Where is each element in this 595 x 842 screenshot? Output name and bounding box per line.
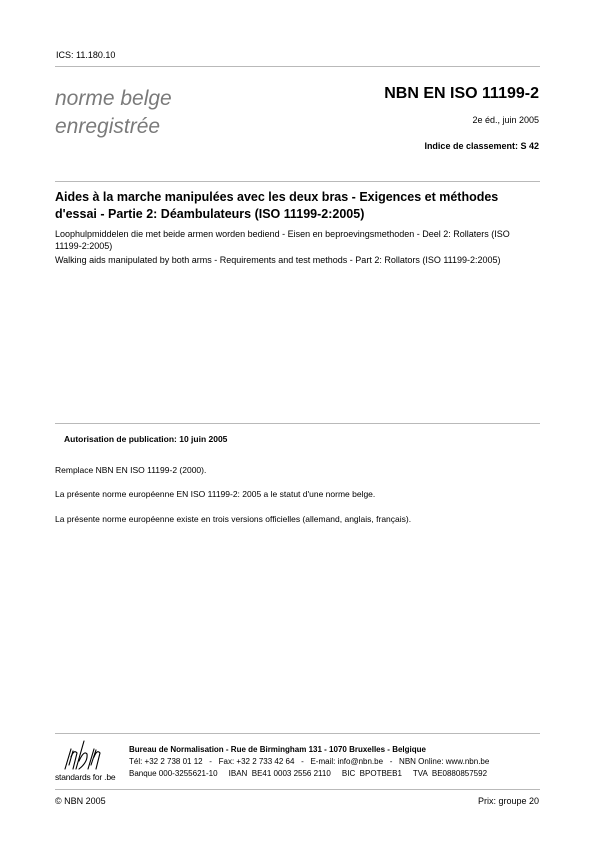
brand-line-2: enregistrée [55, 115, 161, 138]
contact-line: Tél: +32 2 738 01 12 - Fax: +32 2 733 42 64 - E-mail: info@nbn.be - NBN Online: www.nbn.be [129, 757, 490, 766]
copyright: © NBN 2005 [55, 796, 106, 806]
title-dutch: Loophulpmiddelen die met beide armen worden bediend - Eisen en beproevingsmethoden - Deel 2: Rollaters (ISO 11199-2:2005) [55, 229, 510, 251]
brand-line-1: norme belge [55, 87, 172, 110]
ics-code: ICS: 11.180.10 [56, 50, 116, 60]
paragraph-versions: La présente norme européenne existe en trois versions officielles (allemand, anglais, français). [55, 514, 412, 524]
classification-index: Indice de classement: S 42 [424, 141, 539, 151]
logo-tagline: standards for .be [55, 772, 116, 782]
bureau-address: Bureau de Normalisation - Rue de Birmingham 131 - 1070 Bruxelles - Belgique [129, 745, 426, 754]
bank-line: Banque 000-3255621-10 IBAN BE41 0003 2556 2110 BIC BPOTBEB1 TVA BE0880857592 [129, 769, 488, 778]
edition-date: 2e éd., juin 2005 [472, 115, 539, 125]
divider-publication [55, 423, 540, 424]
title-english: Walking aids manipulated by both arms - Requirements and test methods - Part 2: Rollators (ISO 11199-2:2005) [55, 255, 501, 265]
title-french: Aides à la marche manipulées avec les deux bras - Exigences et méthodes d'essai - Partie 2: Déambulateurs (ISO 11199-2:2005) [55, 190, 499, 221]
divider-top [55, 66, 540, 67]
publication-authorisation: Autorisation de publication: 10 juin 2005 [64, 434, 228, 444]
divider-titles [55, 181, 540, 182]
paragraph-replaces: Remplace NBN EN ISO 11199-2 (2000). [55, 465, 207, 475]
divider-bottom [55, 789, 540, 790]
divider-footer [55, 733, 540, 734]
price-group: Prix: groupe 20 [477, 796, 539, 806]
paragraph-status: La présente norme européenne EN ISO 11199-2: 2005 a le statut d'une norme belge. [55, 489, 376, 499]
standard-number: NBN EN ISO 11199-2 [384, 85, 539, 102]
contact-details [129, 757, 540, 766]
bank-details [129, 769, 540, 778]
brand-title [55, 85, 172, 141]
